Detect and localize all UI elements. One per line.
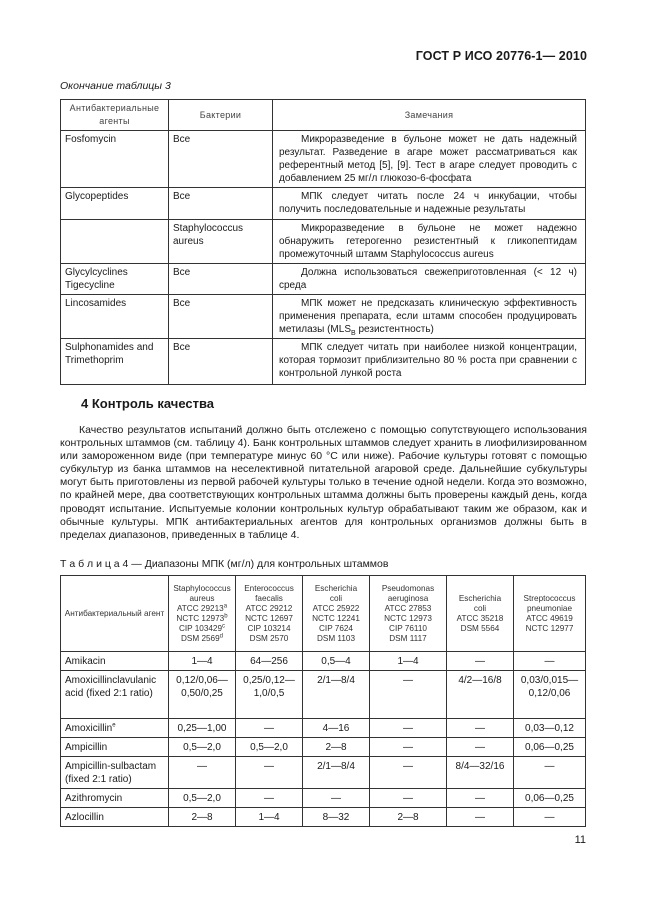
agent-cell: Amoxicillin$^e$ [61,719,169,738]
value-cell: 2—8 [303,738,370,757]
agent-cell: Ampicillin [61,738,169,757]
column-header-line: ATCC 49619 [526,613,573,623]
table3-header-remarks: Замечания [273,100,586,131]
table4-header-col [236,576,303,652]
value-cell: 0,5—2,0 [169,738,236,757]
value-cell: 0,25—1,00 [169,719,236,738]
table-row [61,652,586,671]
column-header-line: pneumoniae [526,603,573,613]
value-cell: — [303,789,370,808]
page-number: 11 [574,834,586,846]
section-title: 4 Контроль качества [81,396,215,411]
column-header-line: Pseudomonas [381,583,435,593]
table-row [61,789,586,808]
table-row [61,131,586,188]
value-cell: 0,06—0,25 [514,789,586,808]
column-header-line: aeruginosa [387,593,429,603]
remark-text-end: резистентность) [355,324,434,335]
value-cell: — [370,738,447,757]
table4-header-agent: Антибактериальный агент [61,576,169,652]
bacteria-cell: Все [169,188,273,220]
table-row [61,295,586,339]
agent-cell: Azlocillin [61,808,169,827]
table-row [61,808,586,827]
column-header-line: DSM 1117 [389,633,427,643]
agent-cell: Amoxicillinclavulanic acid (fixed 2:1 ratio) [61,671,169,719]
value-cell: 1—4 [370,652,447,671]
column-header-line: ATCC 35218 [456,613,504,623]
column-header-line: aureus [189,593,215,603]
table-row [61,757,586,789]
column-header-line: CIP 76110 [389,623,427,633]
table-row [61,264,586,295]
column-header-line: ATCC 29213$^a$ [176,602,228,613]
value-cell: — [447,789,514,808]
value-cell: 2—8 [169,808,236,827]
value-cell: — [370,789,447,808]
table4-header-col [303,576,370,652]
table-row [61,188,586,220]
value-cell: — [447,738,514,757]
remark-cell: Микроразведение в бульоне может не дать надежный результат. Разведение в агаре может рассматриваться как референтный метод [5], [9]. Тест в агаре следует проводить с добавлением 25 мг/л глюкозо-6-фосфата [273,131,586,188]
bacteria-cell: Все [169,339,273,385]
remark-cell: МПК следует читать при наиболее низкой концентрации, которая тормозит приблизительно 80 % роста при сравнении с контрольной лункой роста [273,339,586,385]
table4-header-col [514,576,586,652]
table3-header-bacteria: Бактерии [169,100,273,131]
value-cell: 0,5—2,0 [169,789,236,808]
footnote-marker: b [224,612,228,619]
value-cell: — [370,719,447,738]
table4 [60,575,586,827]
value-cell: 0,03—0,12 [514,719,586,738]
value-cell: 0,12/0,06—0,50/0,25 [169,671,236,719]
value-cell: 2/1—8/4 [303,757,370,789]
table3-header-agent: Антибактериальные агенты [61,100,169,131]
value-cell: — [370,671,447,719]
table-row [61,671,586,719]
value-cell: — [514,808,586,827]
column-header-line: Streptococcus [523,593,576,603]
value-cell: 0,5—4 [303,652,370,671]
bacteria-cell: Все [169,264,273,295]
bacteria-cell: Все [169,295,273,339]
column-header-line: NCTC 12241 [312,613,360,623]
value-cell: — [236,789,303,808]
table4-caption [60,558,388,570]
column-header-line: ATCC 27853 [384,603,432,613]
value-cell: 1—4 [236,808,303,827]
agent-cell: Azithromycin [61,789,169,808]
column-header-line: coli [473,603,487,613]
value-cell: 8/4—32/16 [447,757,514,789]
value-cell: — [169,757,236,789]
table-row [61,220,586,264]
column-header-line: NCTC 12973$^b$ [176,612,228,623]
column-header-line: NCTC 12977 [525,623,574,633]
value-cell: — [514,757,586,789]
table4-header-col [169,576,236,652]
agent-cell: Lincosamides [61,295,169,339]
column-header-line: coli [329,593,343,603]
table3 [60,99,586,385]
column-header-line: Staphylococcus [173,583,231,593]
value-cell: 64—256 [236,652,303,671]
remark-cell: МПК следует читать после 24 ч инкубации, чтобы получить последовательные и надежные результаты [273,188,586,220]
value-cell: — [236,719,303,738]
body-paragraph: Качество результатов испытаний должно быть отслежено с помощью сопутствующего использования контрольных штаммов (см. таблицу 4). Банк контрольных штаммов следует хранить в лиофилизированном или замороженном виде (при температуре минус 60 °С или ниже). Рабочие культуры готовят с помощью субкультур из банка штаммов на неселективной питательной агаровой среде. Дальнейшие субкультуры могут быть приготовлены из первой рабочей культуры только в течение одной недели. Когда это возможно, по крайней мере, два соответствующих контрольных штамма должны быть проверены каждый день, когда проводят испытание. Испытуемые колонии контрольных культур обрабатывают таким же образом, как и обычные культуры. МПК антибактериальных агентов для контрольных организмов должны быть в пределах диапазонов, приведенных в таблице 4. [60,424,587,541]
bacteria-cell: Staphylococcus aureus [169,220,273,264]
value-cell: 2/1—8/4 [303,671,370,719]
table-row [61,339,586,385]
value-cell: — [370,757,447,789]
document-header: ГОСТ Р ИСО 20776-1— 2010 [415,49,587,63]
agent-cell [61,220,169,264]
column-header-line: Enterococcus [244,583,294,593]
column-header-line: CIP 103214 [247,623,291,633]
table3-header-row [61,100,586,131]
column-header-line: ATCC 25922 [312,603,360,613]
value-cell: — [514,652,586,671]
column-header-line: DSM 2570 [249,633,289,643]
table-row [61,738,586,757]
value-cell: 0,06—0,25 [514,738,586,757]
agent-cell: Amikacin [61,652,169,671]
footnote-marker: c [222,622,226,629]
value-cell: — [447,652,514,671]
table4-header-col [370,576,447,652]
agent-cell: Glycylcyclines Tigecycline [61,264,169,295]
agent-cell: Fosfomycin [61,131,169,188]
value-cell: — [236,757,303,789]
column-header-line: faecalis [255,593,283,603]
table4-header-row [61,576,586,652]
column-header-line: CIP 103429$^c$ [178,622,226,633]
column-header-line: ATCC 29212 [245,603,293,613]
value-cell: — [447,808,514,827]
table4-header-col [447,576,514,652]
column-header-line: DSM 5564 [460,623,500,633]
agent-cell: Ampicillin-sulbactam (fixed 2:1 ratio) [61,757,169,789]
bacteria-cell: Все [169,131,273,188]
remark-subscript: B [351,330,356,337]
value-cell: 4—16 [303,719,370,738]
remark-cell [273,295,586,339]
remark-text: МПК может не предсказать клиническую эффективность применения препарата, если штамм способен продуцировать метилазы (MLS [279,298,577,335]
footnote-marker: d [219,632,224,639]
column-header-line: NCTC 12697 [245,613,293,623]
value-cell: — [447,719,514,738]
agent-cell: Sulphonamides and Trimethoprim [61,339,169,385]
table4-caption-label: Т а б л и ц а 4 [60,558,129,570]
table4-caption-text: — Диапазоны МПК (мг/л) для контрольных штаммов [128,558,389,570]
remark-cell: Должна использоваться свежеприготовленная (< 12 ч) среда [273,264,586,295]
footnote-marker: a [223,602,228,609]
value-cell: 8—32 [303,808,370,827]
column-header-line: DSM 2569$^d$ [180,632,224,643]
column-header-line: CIP 7624 [319,623,353,633]
column-header-line: NCTC 12973 [384,613,432,623]
column-header-line: DSM 1103 [316,633,356,643]
table3-caption: Окончание таблицы 3 [60,80,171,92]
agent-cell: Glycopeptides [61,188,169,220]
footnote-marker: e [112,722,116,729]
column-header-line: Escherichia [314,583,358,593]
value-cell: 4/2—16/8 [447,671,514,719]
column-header-line: Escherichia [458,593,502,603]
value-cell: 0,5—2,0 [236,738,303,757]
value-cell: 0,25/0,12—1,0/0,5 [236,671,303,719]
value-cell: 1—4 [169,652,236,671]
value-cell: 2—8 [370,808,447,827]
table-row [61,719,586,738]
remark-cell: Микроразведение в бульоне не может надежно обнаружить гетерогенно резистентный к гликопептидам промежуточный штамм Staphylococcus aureus [273,220,586,264]
value-cell: 0,03/0,015—0,12/0,06 [514,671,586,719]
